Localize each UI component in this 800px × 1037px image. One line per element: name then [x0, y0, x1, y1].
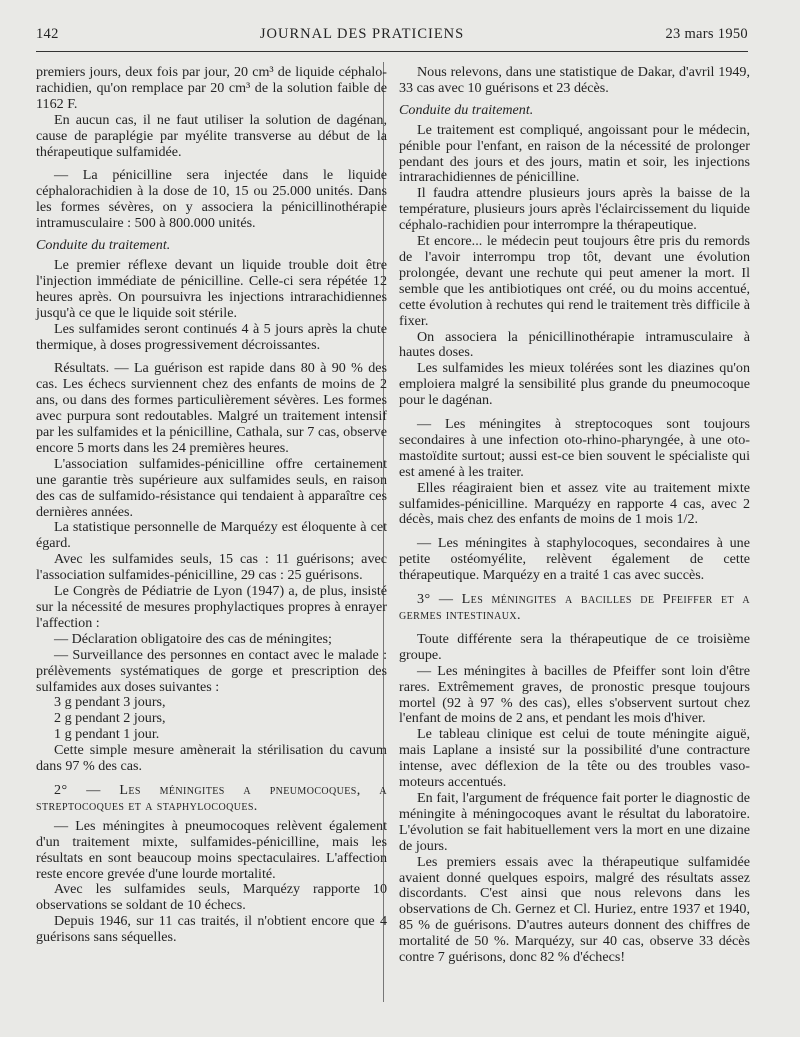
section-heading: 2° — Les méningites a pneumocoques, a streptocoques et a staphylocoques.	[36, 781, 387, 814]
paragraph: Il faudra attendre plusieurs jours après la baisse de la température, plusieurs jours après l'éclaircissement du liquide céphalo-rachidien pour interrompre la thérapeutique.	[399, 185, 750, 234]
paragraph: — Les méningites à pneumocoques relèvent également d'un traitement mixte, sulfamides-pénicilline, mais les résultats en sont beaucoup moins spectaculaires. L'affection reste encore grevée d'une lourde mortalité.	[36, 817, 387, 882]
paragraph: Résultats. — La guérison est rapide dans 80 à 90 % des cas. Les échecs surviennent chez des enfants de moins de 2 ans, ou dans des formes particulièrement sévères. Les formes avec purpura sont redoutables. Malgré un traitement intensif par les sulfamides et la pénicilline, Cathala, sur 7 cas, observe encore 5 morts dans les 24 premières heures.	[36, 360, 387, 456]
header-rule	[36, 51, 748, 52]
paragraph: Toute différente sera la thérapeutique de ce troisième groupe.	[399, 630, 750, 663]
paragraph: — Les méningites à streptocoques sont toujours secondaires à une infection oto-rhino-pharyngée, à une oto-mastoïdite surtout; aussi est-ce bien souvent le spécialiste qui est amené à les traiter.	[399, 416, 750, 480]
paragraph: Le tableau clinique est celui de toute méningite aiguë, mais Laplane a insisté sur la possibilité d'une contracture intense, avec déflexion de la tête ou des troubles vaso-moteurs accentués.	[399, 726, 750, 791]
page-number: 142	[36, 25, 59, 42]
paragraph: Cette simple mesure amènerait la stérilisation du cavum dans 97 % des cas.	[36, 742, 387, 775]
paragraph: On associera la pénicillinothérapie intramusculaire à hautes doses.	[399, 328, 750, 361]
paragraph: Et encore... le médecin peut toujours être pris du remords de l'avoir interrompu trop tôt, devant une évolution prolongée, devant une rechute qui peut amener la mort. Il semble que les antibiotiques ont créé, ou du moins accentué, cette évolution à rechutes qui rend le traitement très difficile à fixer.	[399, 233, 750, 329]
section-heading: 3° — Les méningites a bacilles de Pfeiffer et a germes intestinaux.	[399, 591, 750, 623]
paragraph: Les sulfamides seront continués 4 à 5 jours après la chute thermique, à doses progressivement décroissantes.	[36, 320, 387, 353]
paragraph: Nous relevons, dans une statistique de Dakar, d'avril 1949, 33 cas avec 10 guérisons et 23 décès.	[399, 64, 750, 96]
paragraph: Le premier réflexe devant un liquide trouble doit être l'injection immédiate de pénicilline. Celle-ci sera répétée 12 heures après. On poursuivra les injections intrarachidiennes jusqu'à ce que le liquide soit stérile.	[36, 256, 387, 321]
paragraph: — Surveillance des personnes en contact avec le malade : prélèvements systématiques de gorge et prescription des sulfamides aux doses suivantes :	[36, 646, 387, 695]
left-column	[36, 65, 387, 946]
section-subheading: Conduite du traitement.	[36, 237, 171, 254]
paragraph: — Les méningites à staphylocoques, secondaires à une petite ostéomyélite, relèvent également de cette thérapeutique. Marquézy en a traité 1 cas avec succès.	[399, 535, 750, 584]
paragraph: La statistique personnelle de Marquézy est éloquente à cet égard.	[36, 519, 387, 552]
paragraph: Le Congrès de Pédiatrie de Lyon (1947) a, de plus, insisté sur la nécessité de mesures prophylactiques propres à enrayer l'affection :	[36, 583, 387, 631]
paragraph: — Déclaration obligatoire des cas de méningites;	[54, 630, 332, 647]
paragraph: Depuis 1946, sur 11 cas traités, il n'obtient encore que 4 guérisons sans séquelles.	[36, 913, 387, 946]
paragraph: 1 g pendant 1 jour.	[54, 726, 160, 743]
journal-title: JOURNAL DES PRATICIENS	[259, 25, 465, 42]
paragraph: En fait, l'argument de fréquence fait porter le diagnostic de méningite à méningocoques avant le résultat du laboratoire. L'évolution se fait habituellement vers la mort en une dizaine de jours.	[399, 789, 750, 854]
paragraph: 2 g pendant 2 jours,	[54, 710, 166, 727]
paragraph: En aucun cas, il ne faut utiliser la solution de dagénan, cause de paraplégie par myélite transverse au début de la thérapeutique sulfamidée.	[36, 111, 387, 160]
paragraph: Le traitement est compliqué, angoissant pour le médecin, pénible pour l'enfant, en raison de la nécessité de prolonger pendant des jours et des jours, matin et soir, les injections intrarachidiennes de pénicilline.	[399, 121, 750, 186]
paragraph: Avec les sulfamides seuls, Marquézy rapporte 10 observations se soldant de 10 échecs.	[36, 881, 387, 914]
paragraph: 3 g pendant 3 jours,	[54, 694, 166, 711]
paragraph: premiers jours, deux fois par jour, 20 cm³ de liquide céphalo-rachidien, qu'on remplace par 20 cm³ de la solution faible de 1162 F.	[36, 64, 387, 112]
paragraph: L'association sulfamides-pénicilline offre certainement une garantie très supérieure aux sulfamides seuls, en raison des cas de sulfamido-résistance qui tendaient à apparaître ces dernières années.	[36, 455, 387, 520]
page-header	[36, 22, 748, 46]
paragraph: Les sulfamides les mieux tolérées sont les diazines qu'on emploiera malgré la sensibilité plus grande du pneumocoque pour le dagénan.	[399, 360, 750, 409]
paragraph: — La pénicilline sera injectée dans le liquide céphalorachidien à la dose de 10, 15 ou 25.000 unités. Dans les formes sévères, on y associera la pénicillinothérapie intramusculaire : 500 à 800.000 unités.	[36, 167, 387, 232]
paragraph: — Les méningites à bacilles de Pfeiffer sont loin d'être rares. Extrêmement graves, de pronostic presque toujours mortel (92 à 97 % des cas), elles s'observent surtout chez l'enfant de moins de 2 ans, et pendant les mois d'hiver.	[399, 662, 750, 727]
issue-date: 23 mars 1950	[665, 25, 748, 42]
paragraph: Avec les sulfamides seuls, 15 cas : 11 guérisons; avec l'association sulfamides-pénicilline, 29 cas : 25 guérisons.	[36, 551, 387, 584]
paragraph: Les premiers essais avec la thérapeutique sulfamidée avaient donné quelques espoirs, malgré des résultats assez discordants. C'est ainsi que nous relevons dans les observations de Ch. Gernez et Cl. Huriez, entre 1937 et 1940, 85 % de guérisons. D'autres auteurs donnent des chiffres de mortalité de 50 %. Marquézy, sur 40 cas, observe 33 décès contre 7 guérisons, donc 82 % d'échecs!	[399, 853, 750, 966]
section-subheading: Conduite du traitement.	[399, 101, 534, 118]
paragraph: Elles réagiraient bien et assez vite au traitement mixte sulfamides-pénicilline. Marquézy en rapporte 4 cas, avec 2 décès, mais chez des enfants de moins de 1 mois 1/2.	[399, 479, 750, 528]
right-column	[399, 65, 750, 966]
